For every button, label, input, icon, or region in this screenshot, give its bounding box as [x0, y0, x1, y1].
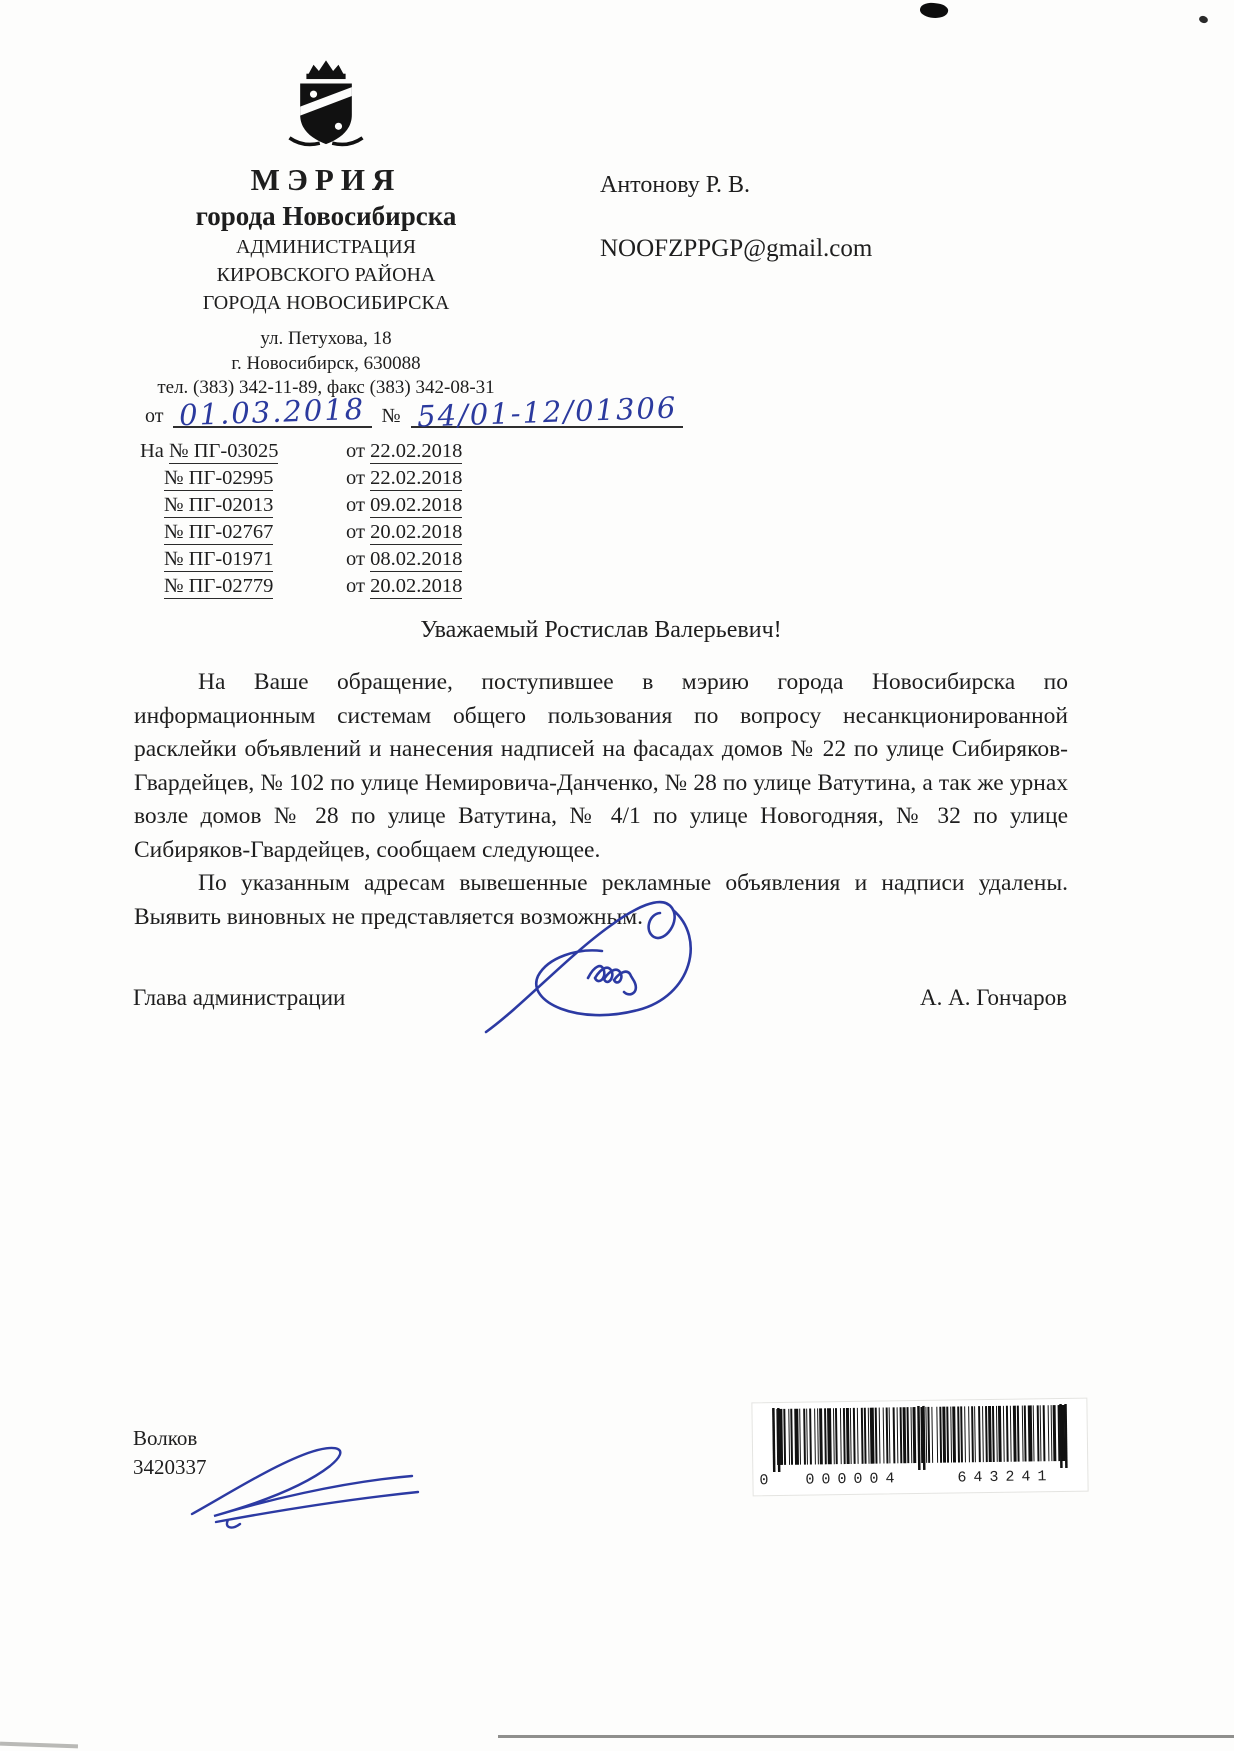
org-dept-line: КИРОВСКОГО РАЙОНА	[216, 264, 436, 286]
barcode-sticker	[751, 1398, 1088, 1497]
reference-date: 09.02.2018	[370, 494, 463, 516]
body-paragraph: По указанным адресам вывешенные рекламные объявления и надписи удалены. Выявить виновных не представляется возможным.	[134, 870, 1068, 930]
outgoing-number-field	[411, 390, 683, 434]
from-label: от	[145, 405, 164, 427]
barcode-digit-group: 000004	[805, 1470, 902, 1489]
reference-row	[140, 548, 462, 575]
barcode-icon	[758, 1402, 1081, 1474]
reference-date: 20.02.2018	[370, 575, 463, 597]
recipient-block	[600, 172, 872, 263]
handwritten-signature	[470, 880, 765, 1070]
address-line: г. Новосибирск, 630088	[231, 353, 421, 374]
scan-artifact-bottom-line	[498, 1735, 1234, 1738]
reference-date-label: от	[346, 494, 365, 516]
reference-date-label: от	[346, 521, 365, 543]
handwritten-date: 01.03.2018	[179, 391, 367, 433]
body-paragraph: На Ваше обращение, поступившее в мэрию города Новосибирска по информационным системам общего пользования по вопросу несанкционированной расклейки объявлений и нанесения надписей на фасадах домов № 22 по улице Сибиряков-Гвардейцев, № 102 по улице Немировича-Данченко, № 28 по улице Ватутина, а так же урнах возле домов № 28 по улице Ватутина, № 4/1 по улице Новогодняя, № 32 по улице Сибиряков-Гвардейцев, сообщаем следующее.	[134, 669, 1068, 863]
recipient-name: Антонову Р. В.	[600, 172, 751, 198]
reference-number: № ПГ-02013	[164, 494, 274, 516]
reference-row	[140, 575, 462, 602]
reference-number: № ПГ-03025	[169, 440, 279, 462]
org-title: МЭРИЯ	[250, 162, 402, 197]
letterhead	[116, 58, 536, 399]
number-label: №	[381, 405, 401, 427]
barcode-number	[759, 1468, 1081, 1489]
scan-artifact-speck	[1198, 15, 1209, 25]
address-line: ул. Петухова, 18	[260, 328, 392, 349]
reference-date-label: от	[346, 548, 365, 570]
barcode-digit-left: 0	[759, 1472, 769, 1490]
novosibirsk-coat-of-arms-icon	[277, 58, 375, 150]
reference-row	[140, 467, 462, 494]
reference-date-label: от	[346, 440, 365, 462]
reference-row	[140, 440, 462, 467]
executor-name: Волков	[133, 1426, 198, 1450]
recipient-email: NOOFZPPGP@gmail.com	[600, 235, 873, 262]
references-block	[140, 440, 462, 602]
contacts-line: тел. (383) 342-11-89, факс (383) 342-08-31	[157, 377, 495, 398]
signer-title: Глава администрации	[133, 985, 346, 1010]
reference-date: 20.02.2018	[370, 521, 463, 543]
org-dept-line: АДМИНИСТРАЦИЯ	[236, 236, 416, 258]
reference-date: 22.02.2018	[370, 440, 463, 462]
reference-date-label: от	[346, 575, 365, 597]
salutation: Уважаемый Ростислав Валерьевич!	[420, 617, 782, 643]
reference-number: № ПГ-01971	[164, 548, 274, 570]
barcode-digit-group: 643241	[957, 1468, 1054, 1487]
executor-phone: 3420337	[133, 1455, 207, 1479]
handwritten-number: 54/01-12/01306	[416, 390, 678, 434]
outgoing-line	[145, 390, 685, 434]
reference-first-label: На	[140, 440, 164, 462]
reference-date: 22.02.2018	[370, 467, 463, 489]
reference-number: № ПГ-02995	[164, 467, 274, 489]
signer-name: А. А. Гончаров	[920, 985, 1067, 1010]
reference-number: № ПГ-02767	[164, 521, 274, 543]
reference-row	[140, 521, 462, 548]
org-subtitle: города Новосибирска	[195, 201, 457, 231]
outgoing-date-field	[173, 391, 371, 433]
handwritten-mark	[180, 1436, 455, 1546]
reference-date-label: от	[346, 467, 365, 489]
reference-date: 08.02.2018	[370, 548, 463, 570]
reference-row	[140, 494, 462, 521]
scan-artifact-blob	[919, 1, 949, 20]
scan-artifact-corner	[0, 1742, 78, 1749]
org-dept-line: ГОРОДА НОВОСИБИРСКА	[202, 292, 450, 314]
reference-number: № ПГ-02779	[164, 575, 274, 597]
